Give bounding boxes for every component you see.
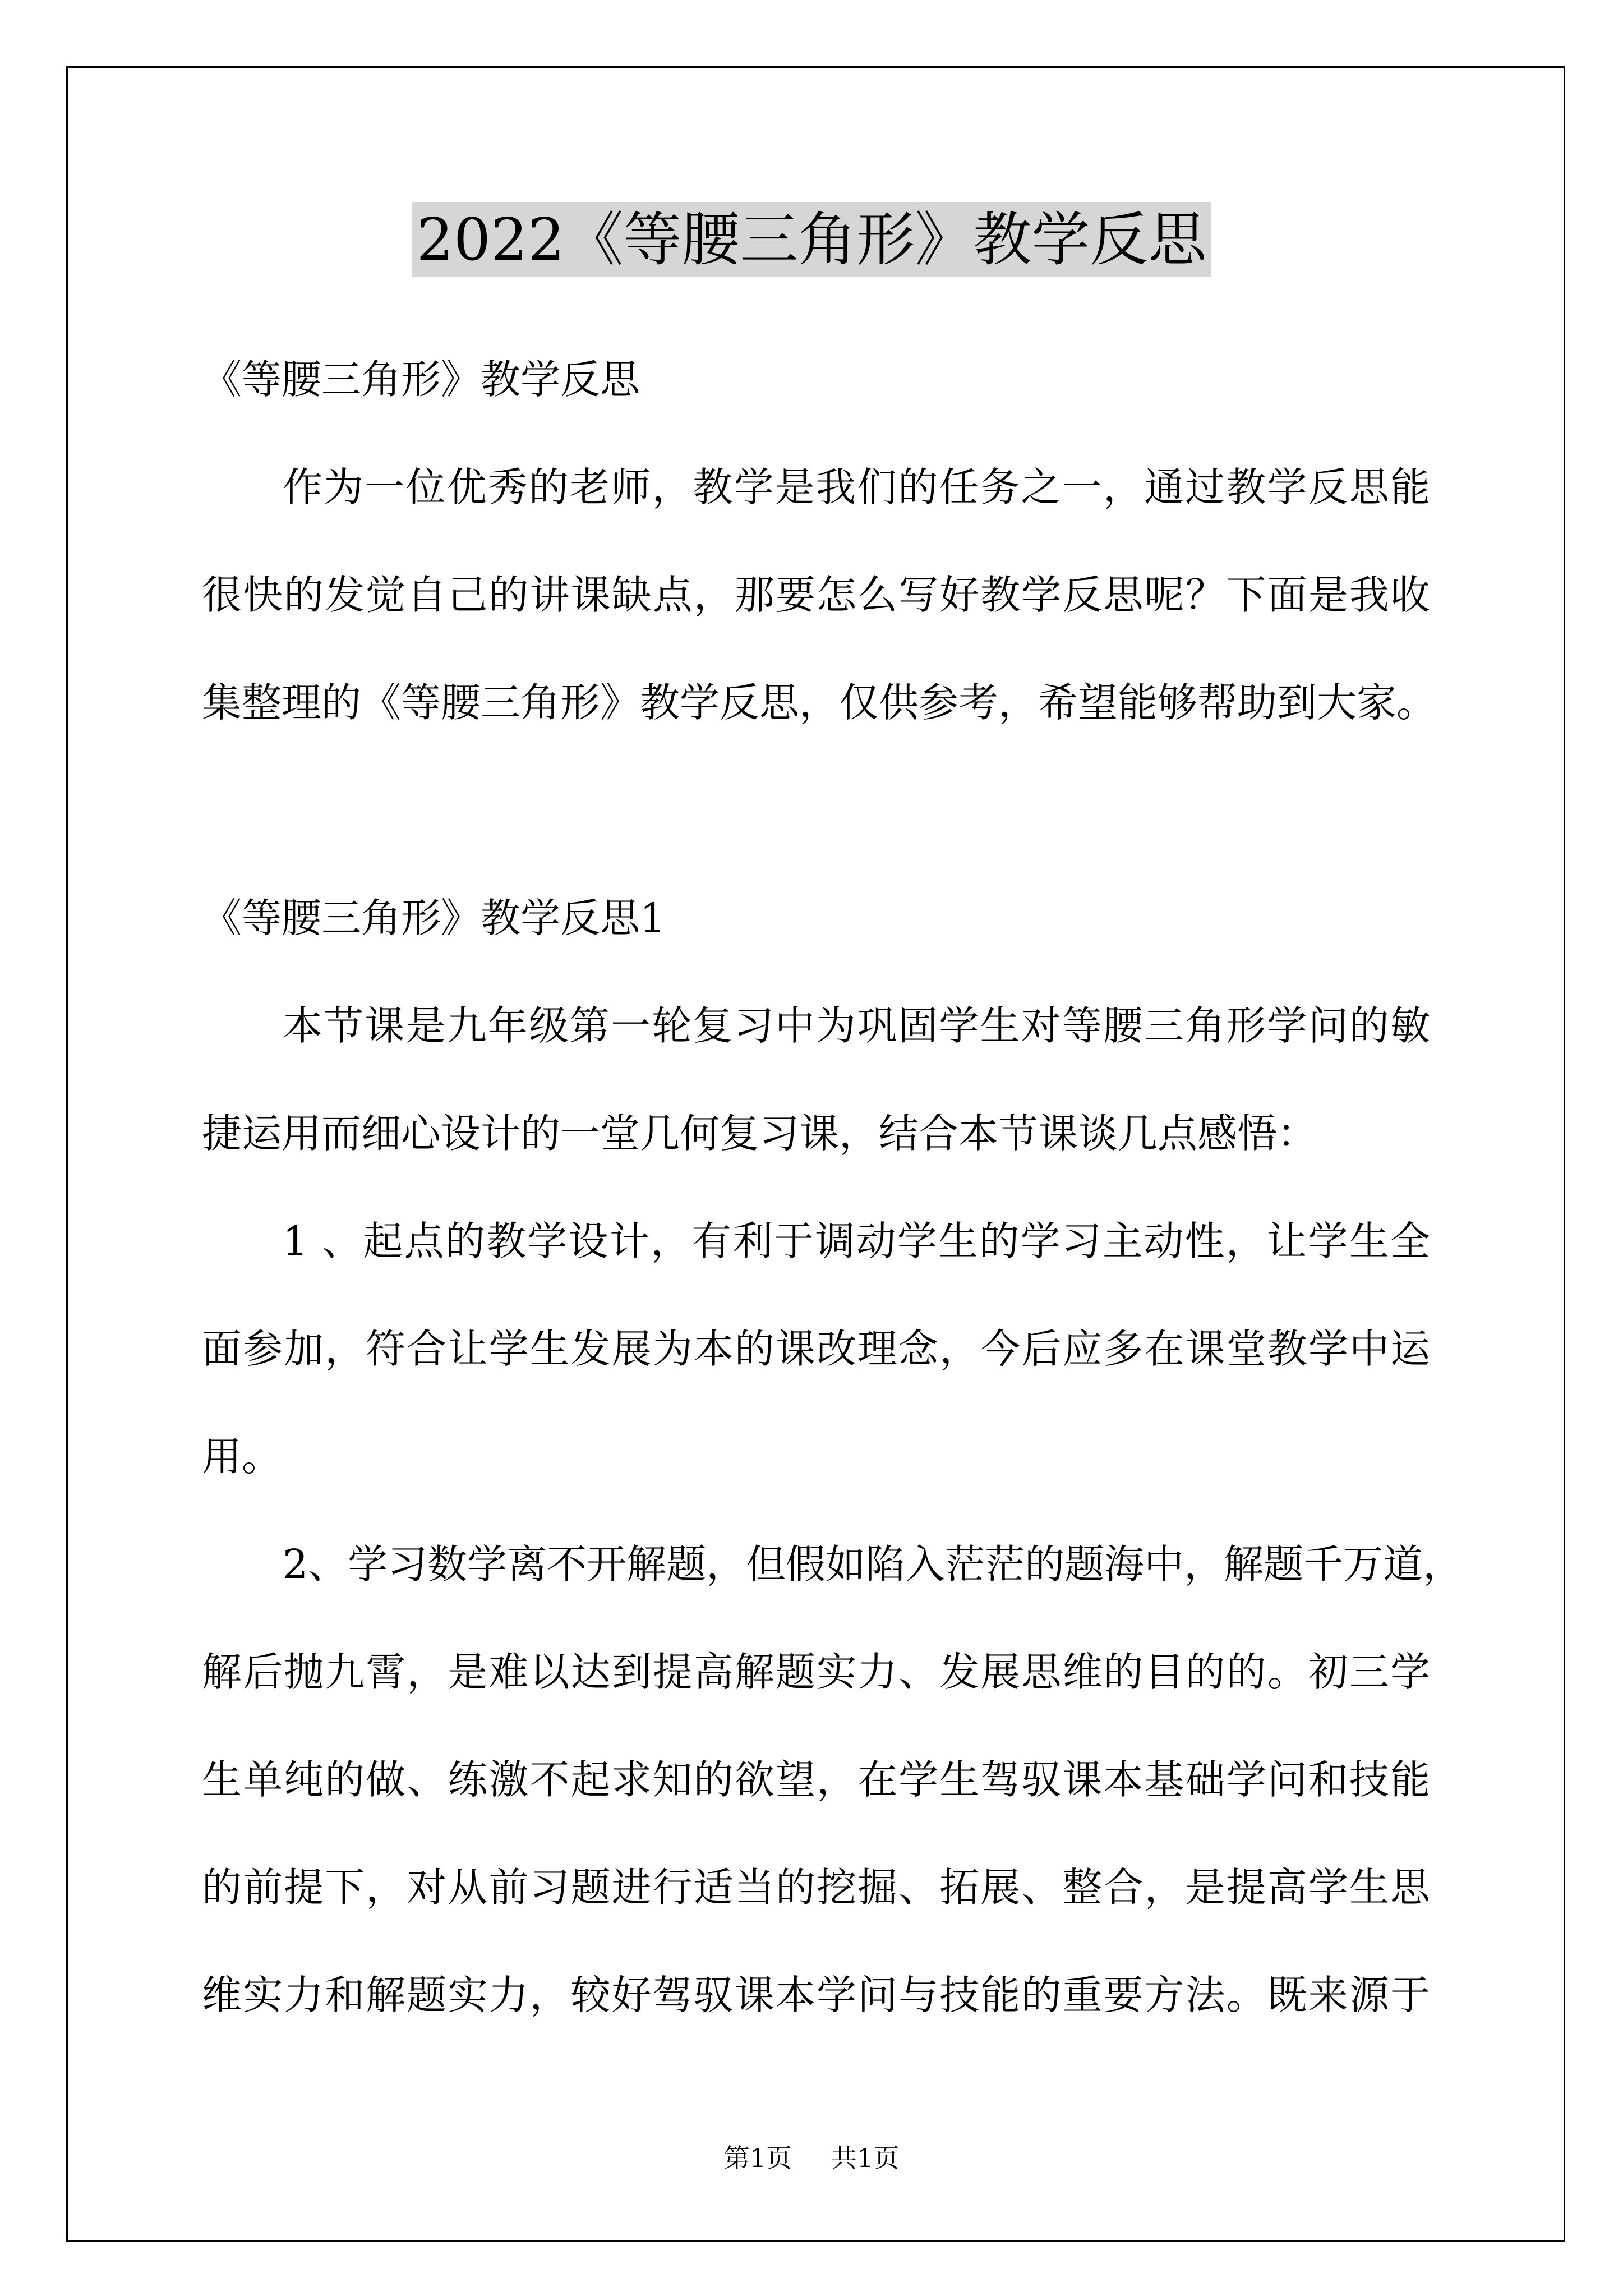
body-heading: 《等腰三角形》教学反思 <box>202 356 640 403</box>
paragraph-line: 2、学习数学离不开解题，但假如陷入茫茫的题海中，解题千万道， <box>283 1541 1463 1588</box>
blank-line <box>202 757 1430 864</box>
section-heading: 《等腰三角形》教学反思1 <box>202 895 666 941</box>
paragraph-line: 本节课是九年级第一轮复习中为巩固学生对等腰三角形学问的敏 <box>283 1002 1430 1049</box>
paragraph-line: 的前提下，对从前习题进行适当的挖掘、拓展、整合，是提高学生思 <box>202 1864 1430 1911</box>
page-number: 第1页 <box>723 2143 792 2173</box>
paragraph-line: 用。 <box>202 1433 282 1480</box>
paragraph-line: 解后抛九霄，是难以达到提高解题实力、发展思维的目的的。初三学 <box>202 1649 1430 1695</box>
document-title: 2022《等腰三角形》教学反思 <box>412 202 1211 277</box>
document-body <box>202 326 1463 2049</box>
intro-line: 作为一位优秀的老师，教学是我们的任务之一，通过教学反思能 <box>283 464 1430 510</box>
intro-line: 很快的发觉自己的讲课缺点，那要怎么写好教学反思呢？下面是我收 <box>202 572 1430 618</box>
page-total: 共1页 <box>831 2143 900 2173</box>
title-container <box>0 202 1623 277</box>
paragraph-line: 面参加，符合让学生发展为本的课改理念，今后应多在课堂教学中运 <box>202 1326 1430 1372</box>
paragraph-line: 捷运用而细心设计的一堂几何复习课，结合本节课谈几点感悟： <box>202 1110 1317 1157</box>
paragraph-line: 1 、起点的教学设计，有利于调动学生的学习主动性，让学生全 <box>283 1218 1430 1264</box>
intro-line: 集整理的《等腰三角形》教学反思，仅供参考，希望能够帮助到大家。 <box>202 679 1437 726</box>
paragraph-line: 生单纯的做、练激不起求知的欲望，在学生驾驭课本基础学问和技能 <box>202 1756 1430 1803</box>
paragraph-line: 维实力和解题实力，较好驾驭课本学问与技能的重要方法。既来源于 <box>202 1972 1430 2018</box>
page-footer <box>0 2141 1623 2175</box>
